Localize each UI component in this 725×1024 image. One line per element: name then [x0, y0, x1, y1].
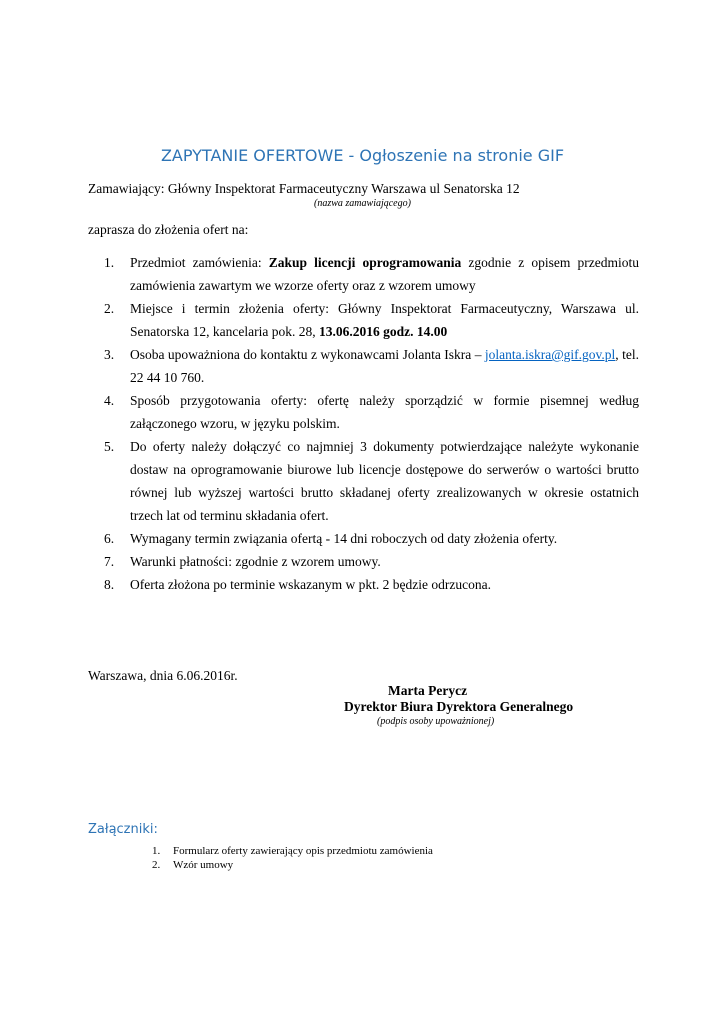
item-text-tail: , tel. 22 44 10 760. — [130, 347, 639, 385]
item-number: 1. — [104, 255, 115, 270]
list-item — [104, 527, 639, 550]
attachment-text: Formularz oferty zawierający opis przedmiotu zamówienia — [173, 845, 433, 857]
signer-title: Dyrektor Biura Dyrektora Generalnego — [344, 699, 574, 714]
attachments-heading: Załączniki: — [88, 822, 158, 837]
item-text: Osoba upoważniona do kontaktu z wykonawcami Jolanta Iskra – — [130, 347, 485, 362]
list-item — [104, 343, 639, 389]
list-item — [104, 573, 639, 596]
item-text-tail: zgodnie z opisem przedmiotu zamówienia zawartym we wzorze oferty oraz z wzorem umowy — [130, 255, 639, 293]
requirements-list — [104, 251, 639, 596]
attachment-item — [152, 844, 433, 858]
item-number: 2. — [104, 301, 115, 316]
contact-email-link[interactable]: jolanta.iskra@gif.gov.pl — [484, 347, 616, 362]
invitation-text: zaprasza do złożenia ofert na: — [88, 222, 249, 237]
item-text: Przedmiot zamówienia: — [130, 255, 269, 270]
item-number: 8. — [104, 577, 115, 592]
list-item — [104, 297, 639, 343]
item-text: Sposób przygotowania oferty: ofertę należy sporządzić w formie pisemnej według załączonego wzoru, w języku polskim. — [130, 393, 639, 431]
item-bold-text: 13.06.2016 godz. 14.00 — [318, 324, 448, 339]
attachment-number: 1. — [152, 845, 161, 857]
item-number: 7. — [104, 554, 115, 569]
page-title: ZAPYTANIE OFERTOWE - Ogłoszenie na stronie GIF — [160, 146, 565, 165]
ordering-party-note: (nazwa zamawiającego) — [314, 198, 411, 209]
item-text: Oferta złożona po terminie wskazanym w pkt. 2 będzie odrzucona. — [130, 577, 491, 592]
list-item — [104, 251, 639, 297]
ordering-party: Zamawiający: Główny Inspektorat Farmaceutyczny Warszawa ul Senatorska 12 — [88, 181, 520, 196]
item-text: Do oferty należy dołączyć co najmniej 3 dokumenty potwierdzające należyte wykonanie dostaw na oprogramowanie biurowe lub licencje dostępowe do serwerów o wartości brutto równej lub wyższej wartości brutto składanej oferty zrealizowanych w okresie ostatnich trzech lat od terminu składania ofert. — [130, 439, 639, 523]
attachment-text: Wzór umowy — [173, 859, 234, 871]
attachment-number: 2. — [152, 859, 161, 871]
list-item — [104, 435, 639, 527]
signer-note: (podpis osoby upoważnionej) — [377, 716, 495, 727]
list-item — [104, 550, 639, 573]
item-bold-text: Zakup licencji oprogramowania — [268, 255, 462, 270]
item-number: 5. — [104, 439, 115, 454]
attachments-list — [152, 844, 433, 872]
item-text: Miejsce i termin złożenia oferty: Główny Inspektorat Farmaceutyczny, Warszawa ul. Senatorska 12, kancelaria pok. 28, — [130, 301, 639, 339]
signer-name: Marta Perycz — [388, 683, 468, 698]
item-number: 6. — [104, 531, 115, 546]
item-number: 4. — [104, 393, 115, 408]
item-text: Warunki płatności: zgodnie z wzorem umowy. — [130, 554, 381, 569]
list-item — [104, 389, 639, 435]
place-and-date: Warszawa, dnia 6.06.2016r. — [88, 668, 238, 683]
item-number: 3. — [104, 347, 115, 362]
attachment-item — [152, 858, 433, 872]
item-text: Wymagany termin związania ofertą - 14 dni roboczych od daty złożenia oferty. — [130, 531, 558, 546]
